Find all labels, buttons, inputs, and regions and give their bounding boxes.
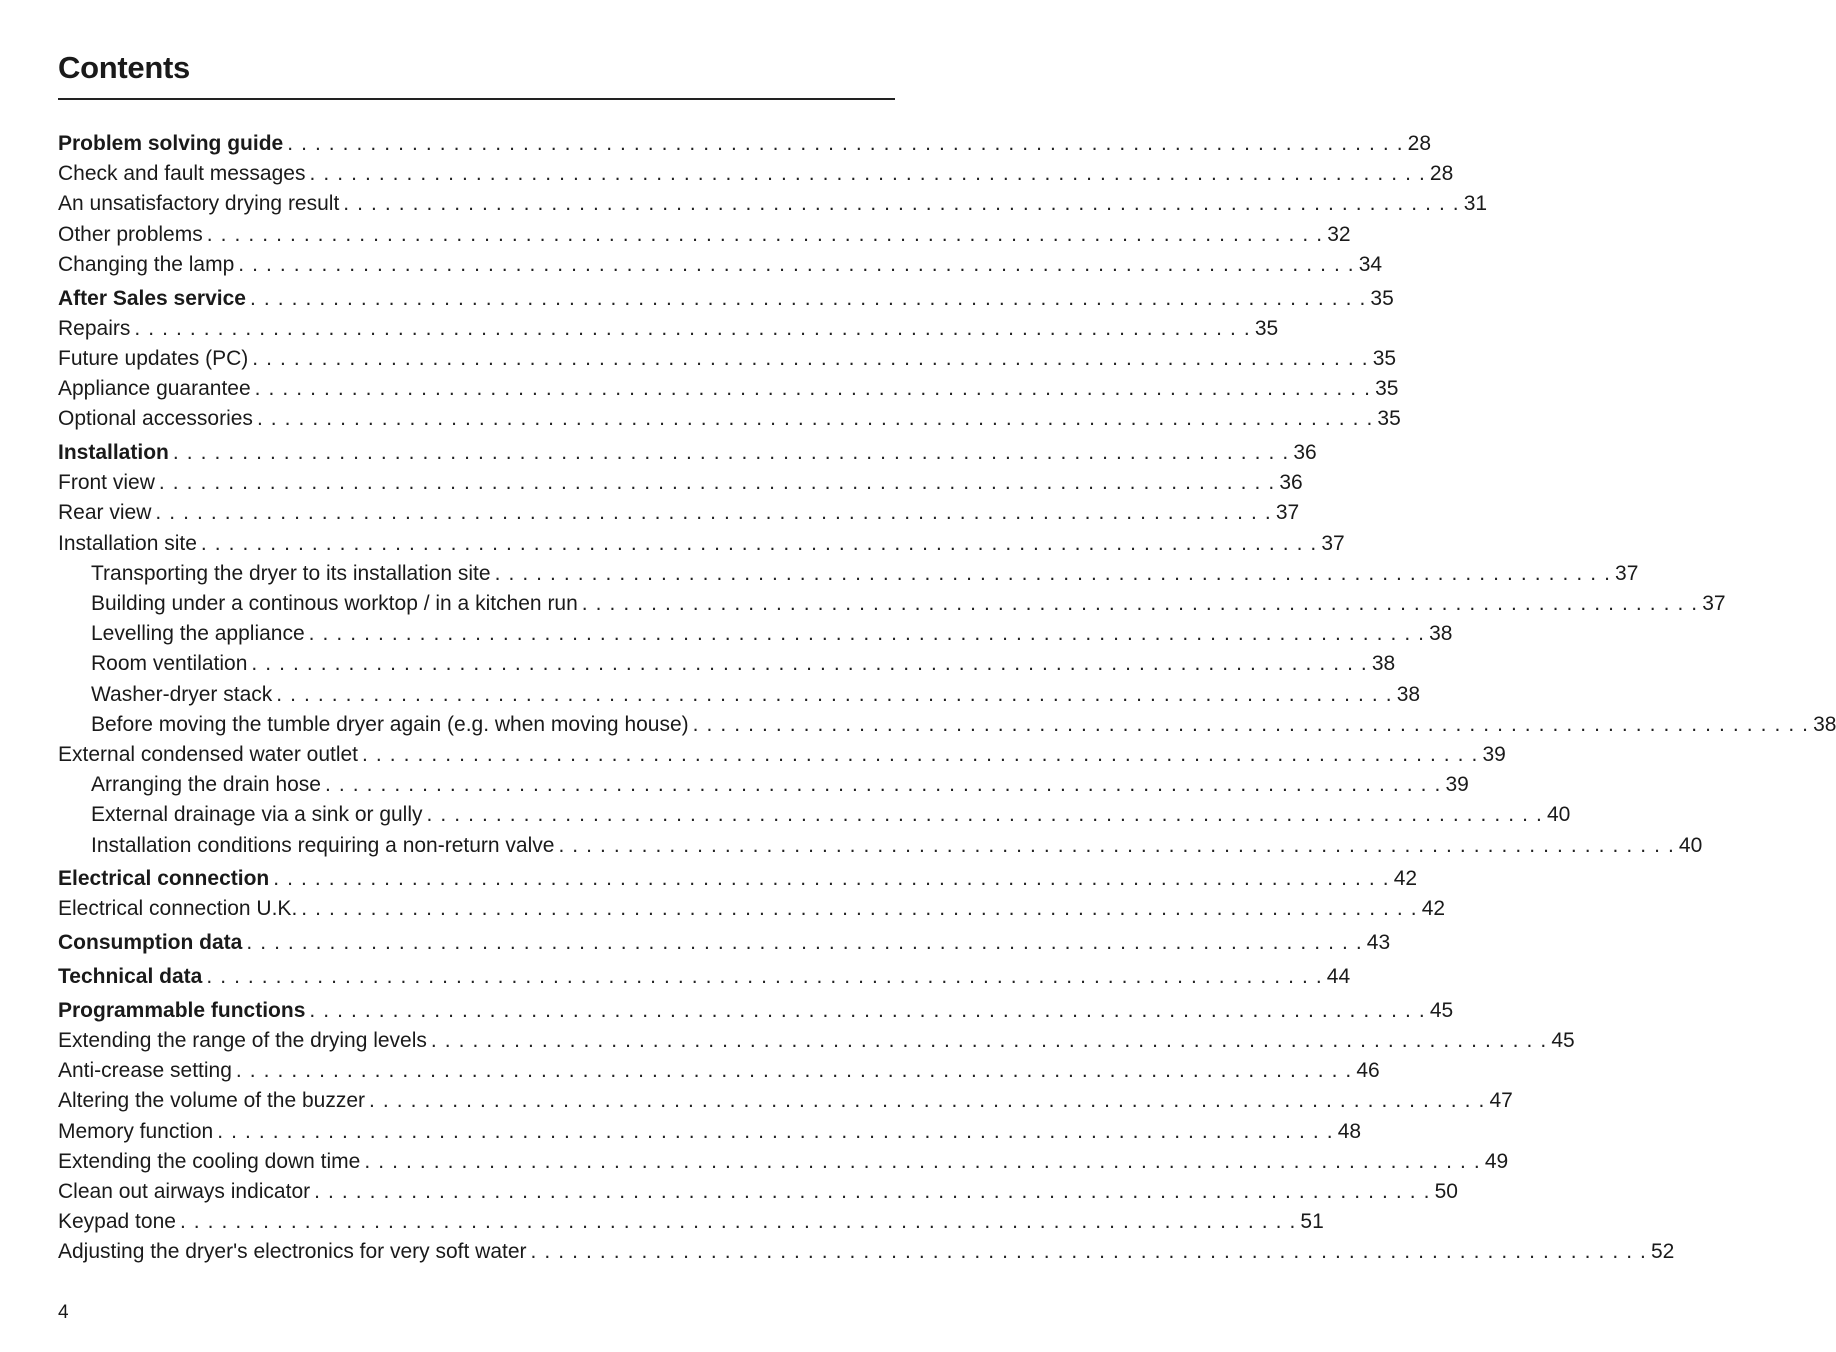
- toc-entry[interactable]: [58, 1117, 1362, 1147]
- dot-leader: . . . . . . . . . . . . . . . . . . . . . . . . . . . . . . . . . . . . . . . . . . . . . . . . . . . . . . . . . . . . . . . . . . . . . . . . . . . . . . . . .: [249, 286, 1367, 310]
- toc-entry[interactable]: [58, 962, 1351, 992]
- toc-entry-page: 37: [1702, 592, 1726, 615]
- toc-entry-label: Technical data: [58, 965, 203, 989]
- page-title: Contents: [58, 50, 190, 85]
- toc-entry-label: Clean out airways indicator: [58, 1179, 311, 1203]
- toc-entry-page: 31: [1463, 192, 1488, 216]
- dot-leader: . . . . . . . . . . . . . . . . . . . . . . . . . . . . . . . . . . . . . . . . . . . . . . . . . . . . . . . . . . . . . . . . . . . . . . . . . . . . . . . . .: [251, 652, 1368, 676]
- toc-entry-page: 43: [1366, 931, 1391, 955]
- dot-leader: . . . . . . . . . . . . . . . . . . . . . . . . . . . . . . . . . . . . . . . . . . . . . . . . . . . . . . . . . . . . . . . . . . . . . . . . . . . . . . . . .: [530, 1240, 1647, 1264]
- toc-entry[interactable]: [58, 468, 1303, 498]
- toc-entry-page: 35: [1254, 316, 1279, 340]
- dot-leader: . . . . . . . . . . . . . . . . . . . . . . . . . . . . . . . . . . . . . . . . . . . . . . . . . . . . . . . . . . . . . . . . . . . . . . . . . . . . . . . . .: [364, 1149, 1481, 1173]
- toc-entry-label: Installation: [58, 441, 169, 465]
- toc-entry[interactable]: [58, 589, 1726, 619]
- toc-entry[interactable]: [58, 250, 1383, 280]
- toc-entry-page: 48: [1337, 1119, 1362, 1143]
- toc-entry-page: 37: [1615, 561, 1639, 585]
- dot-leader: . . . . . . . . . . . . . . . . . . . . . . . . . . . . . . . . . . . . . . . . . . . . . . . . . . . . . . . . . . . . . . . . . . . . . . . . . . . . . . . . .: [235, 1059, 1353, 1083]
- toc-entry-label: After Sales service: [58, 286, 246, 310]
- toc-entry[interactable]: [58, 649, 1396, 679]
- toc-entry-label: An unsatisfactory drying result: [58, 192, 340, 216]
- toc-entry[interactable]: [58, 498, 1300, 528]
- dot-leader: . . . . . . . . . . . . . . . . . . . . . . . . . . . . . . . . . . . . . . . . . . . . . . . . . . . . . . . . . . . . . . . . . . . . . . . . . . . . . . . . .: [343, 192, 1460, 216]
- toc-entry-label: Problem solving guide: [58, 132, 284, 155]
- dot-leader: . . . . . . . . . . . . . . . . . . . . . . . . . . . . . . . . . . . . . . . . . . . . . . . . . . . . . . . . . . . . . . . . . . . . . . . . . . . . . . . . .: [179, 1210, 1297, 1234]
- toc-entry-page: 45: [1429, 998, 1454, 1022]
- toc-entry-page: 42: [1421, 897, 1446, 921]
- toc-entry-page: 38: [1396, 682, 1421, 706]
- dot-leader: . . . . . . . . . . . . . . . . . . . . . . . . . . . . . . . . . . . . . . . . . . . . . . . . . . . . . . . . . . . . . . . . . . . . . . . . . . . . . . . . .: [301, 897, 1418, 921]
- toc-entry-label: Building under a continous worktop / in a kitchen run: [91, 592, 578, 615]
- toc-entry-label: Room ventilation: [91, 652, 248, 676]
- toc-entry-page: 45: [1551, 1029, 1575, 1052]
- toc-entry-label: Electrical connection: [58, 867, 270, 891]
- toc-entry-label: Changing the lamp: [58, 252, 235, 276]
- toc-entry[interactable]: [58, 1147, 1509, 1177]
- dot-leader: . . . . . . . . . . . . . . . . . . . . . . . . . . . . . . . . . . . . . . . . . . . . . . . . . . . . . . . . . . . . . . . . . . . . . . . . . . . . . . . . .: [287, 132, 1404, 155]
- dot-leader: . . . . . . . . . . . . . . . . . . . . . . . . . . . . . . . . . . . . . . . . . . . . . . . . . . . . . . . . . . . . . . . . . . . . . . . . . . . . . . . . .: [155, 501, 1272, 525]
- toc-entry[interactable]: [58, 894, 1446, 924]
- toc-entry-label: Washer-dryer stack: [91, 682, 273, 706]
- toc-entry[interactable]: [58, 996, 1454, 1026]
- toc-entry-label: Installation site: [58, 531, 197, 555]
- toc-entry[interactable]: [58, 1086, 1513, 1116]
- toc-entry-label: Levelling the appliance: [91, 622, 305, 646]
- toc-entry-page: 40: [1678, 833, 1703, 857]
- toc-entry[interactable]: [58, 710, 1836, 740]
- toc-entry-page: 42: [1393, 867, 1418, 891]
- toc-entry-page: 36: [1293, 441, 1317, 465]
- toc-entry[interactable]: [58, 529, 1345, 559]
- toc-entry-page: 36: [1279, 471, 1303, 495]
- toc-entry-label: Electrical connection U.K.: [58, 897, 298, 921]
- toc-entry-page: 34: [1358, 252, 1383, 276]
- dot-leader: . . . . . . . . . . . . . . . . . . . . . . . . . . . . . . . . . . . . . . . . . . . . . . . . . . . . . . . . . . . . . . . . . . . . . . . . . . . . . . . . .: [308, 622, 1426, 646]
- toc-entry-label: Anti-crease setting: [58, 1059, 232, 1083]
- toc-entry-label: Other problems: [58, 222, 203, 246]
- page-number: 4: [58, 1302, 69, 1323]
- toc-entry-label: Extending the range of the drying levels: [58, 1029, 427, 1052]
- toc-entry-label: Adjusting the dryer's electronics for very soft water: [58, 1240, 527, 1264]
- toc-entry[interactable]: [58, 928, 1391, 958]
- toc-entry[interactable]: [58, 189, 1488, 219]
- toc-entry-label: Appliance guarantee: [58, 377, 251, 401]
- toc-entry-page: 38: [1371, 652, 1396, 676]
- dot-leader: . . . . . . . . . . . . . . . . . . . . . . . . . . . . . . . . . . . . . . . . . . . . . . . . . . . . . . . . . . . . . . . . . . . . . . . . . . . . . . . . .: [238, 252, 1355, 276]
- dot-leader: . . . . . . . . . . . . . . . . . . . . . . . . . . . . . . . . . . . . . . . . . . . . . . . . . . . . . . . . . . . . . . . . . . . . . . . . . . . . . . . . .: [134, 316, 1251, 340]
- toc-entry-label: Repairs: [58, 316, 131, 340]
- toc-entry[interactable]: [58, 1026, 1575, 1056]
- toc-entry[interactable]: [58, 831, 1703, 861]
- toc-entry[interactable]: [58, 1237, 1675, 1267]
- toc-entry[interactable]: [58, 559, 1639, 589]
- dot-leader: . . . . . . . . . . . . . . . . . . . . . . . . . . . . . . . . . . . . . . . . . . . . . . . . . . . . . . . . . . . . . . . . . . . . . . . . . . . . . . . . .: [158, 471, 1276, 495]
- toc-entry-page: 38: [1429, 622, 1453, 646]
- toc-entry-page: 35: [1377, 407, 1401, 431]
- toc-entry[interactable]: [58, 284, 1394, 314]
- toc-entry-page: 35: [1370, 286, 1394, 310]
- dot-leader: . . . . . . . . . . . . . . . . . . . . . . . . . . . . . . . . . . . . . . . . . . . . . . . . . . . . . . . . . . . . . . . . . . . . . . . . . . . . . . . . .: [252, 346, 1369, 370]
- dot-leader: . . . . . . . . . . . . . . . . . . . . . . . . . . . . . . . . . . . . . . . . . . . . . . . . . . . . . . . . . . . . . . . . . . . . . . . . . . . . . . . . .: [254, 377, 1372, 401]
- toc-entry-label: Extending the cooling down time: [58, 1149, 361, 1173]
- toc-entry-label: Check and fault messages: [58, 162, 306, 186]
- title-divider: [58, 98, 895, 100]
- dot-leader: . . . . . . . . . . . . . . . . . . . . . . . . . . . . . . . . . . . . . . . . . . . . . . . . . . . . . . . . . . . . . . . . . . . . . . . . . . . . . . . . .: [217, 1119, 1334, 1143]
- toc-entry-label: Rear view: [58, 501, 152, 525]
- toc-entry-page: 39: [1445, 773, 1469, 797]
- toc-entry-page: 28: [1407, 132, 1432, 155]
- toc-entry-page: 44: [1326, 965, 1351, 989]
- dot-leader: . . . . . . . . . . . . . . . . . . . . . . . . . . . . . . . . . . . . . . . . . . . . . . . . . . . . . . . . . . . . . . . . . . . . . . . . . . . . . . . . .: [200, 531, 1318, 555]
- toc-entry-page: 32: [1327, 222, 1351, 246]
- dot-leader: . . . . . . . . . . . . . . . . . . . . . . . . . . . . . . . . . . . . . . . . . . . . . . . . . . . . . . . . . . . . . . . . . . . . . . . . . . . . . . . . .: [256, 407, 1374, 431]
- dot-leader: . . . . . . . . . . . . . . . . . . . . . . . . . . . . . . . . . . . . . . . . . . . . . . . . . . . . . . . . . . . . . . . . . . . . . . . . . . . . . . . . .: [206, 965, 1323, 989]
- toc-entry-label: Installation conditions requiring a non-return valve: [91, 833, 555, 857]
- toc-entry[interactable]: [58, 1207, 1324, 1237]
- toc-entry-label: Altering the volume of the buzzer: [58, 1089, 366, 1113]
- dot-leader: . . . . . . . . . . . . . . . . . . . . . . . . . . . . . . . . . . . . . . . . . . . . . . . . . . . . . . . . . . . . . . . . . . . . . . . . . . . . . . . . .: [430, 1029, 1548, 1052]
- toc-entry[interactable]: [58, 344, 1397, 374]
- toc-entry-label: Arranging the drain hose: [91, 773, 321, 797]
- toc-entry[interactable]: [58, 770, 1469, 800]
- toc-entry-page: 37: [1275, 501, 1300, 525]
- toc-entry-page: 51: [1300, 1210, 1324, 1234]
- toc-entry[interactable]: [58, 159, 1454, 189]
- toc-entry-label: Consumption data: [58, 931, 243, 955]
- dot-leader: . . . . . . . . . . . . . . . . . . . . . . . . . . . . . . . . . . . . . . . . . . . . . . . . . . . . . . . . . . . . . . . . . . . . . . . . . . . . . . . . .: [369, 1089, 1486, 1113]
- toc-entry-label: Optional accessories: [58, 407, 253, 431]
- toc-entry-page: 40: [1546, 803, 1571, 827]
- dot-leader: . . . . . . . . . . . . . . . . . . . . . . . . . . . . . . . . . . . . . . . . . . . . . . . . . . . . . . . . . . . . . . . . . . . . . . . . . . . . . . . . .: [309, 162, 1426, 186]
- dot-leader: . . . . . . . . . . . . . . . . . . . . . . . . . . . . . . . . . . . . . . . . . . . . . . . . . . . . . . . . . . . . . . . . . . . . . . . . . . . . . . . . .: [206, 222, 1324, 246]
- toc-entry[interactable]: [58, 129, 1432, 159]
- toc-entry[interactable]: [58, 680, 1421, 710]
- toc-entry-page: 38: [1813, 712, 1836, 736]
- dot-leader: . . . . . . . . . . . . . . . . . . . . . . . . . . . . . . . . . . . . . . . . . . . . . . . . . . . . . . . . . . . . . . . . . . . . . . . . . . . . . . . . .: [494, 561, 1612, 585]
- toc-entry-page: 39: [1482, 742, 1506, 766]
- toc-entry[interactable]: [58, 1177, 1458, 1207]
- toc-entry[interactable]: [58, 314, 1279, 344]
- toc-entry-page: 52: [1651, 1240, 1675, 1264]
- toc-entry-label: Memory function: [58, 1119, 214, 1143]
- toc-entry-label: Transporting the dryer to its installation site: [91, 561, 491, 585]
- dot-leader: . . . . . . . . . . . . . . . . . . . . . . . . . . . . . . . . . . . . . . . . . . . . . . . . . . . . . . . . . . . . . . . . . . . . . . . . . . . . . . . . .: [276, 682, 1393, 706]
- dot-leader: . . . . . . . . . . . . . . . . . . . . . . . . . . . . . . . . . . . . . . . . . . . . . . . . . . . . . . . . . . . . . . . . . . . . . . . . . . . . . . . . .: [581, 592, 1699, 615]
- toc-entry[interactable]: [58, 374, 1399, 404]
- toc-entry[interactable]: [58, 404, 1401, 434]
- dot-leader: . . . . . . . . . . . . . . . . . . . . . . . . . . . . . . . . . . . . . . . . . . . . . . . . . . . . . . . . . . . . . . . . . . . . . . . . . . . . . . . . .: [246, 931, 1363, 955]
- toc-entry[interactable]: [58, 619, 1453, 649]
- toc-entry-label: Before moving the tumble dryer again (e.g. when moving house): [91, 712, 689, 736]
- dot-leader: . . . . . . . . . . . . . . . . . . . . . . . . . . . . . . . . . . . . . . . . . . . . . . . . . . . . . . . . . . . . . . . . . . . . . . . . . . . . . . . . .: [172, 441, 1290, 465]
- toc-entry[interactable]: [58, 800, 1571, 830]
- toc-entry-page: 47: [1489, 1089, 1513, 1113]
- dot-leader: . . . . . . . . . . . . . . . . . . . . . . . . . . . . . . . . . . . . . . . . . . . . . . . . . . . . . . . . . . . . . . . . . . . . . . . . . . . . . . . . .: [314, 1179, 1431, 1203]
- dot-leader: . . . . . . . . . . . . . . . . . . . . . . . . . . . . . . . . . . . . . . . . . . . . . . . . . . . . . . . . . . . . . . . . . . . . . . . . . . . . . . . . .: [273, 867, 1390, 891]
- toc-entry[interactable]: [58, 740, 1506, 770]
- dot-leader: . . . . . . . . . . . . . . . . . . . . . . . . . . . . . . . . . . . . . . . . . . . . . . . . . . . . . . . . . . . . . . . . . . . . . . . . . . . . . . . . .: [309, 998, 1426, 1022]
- toc-entry-label: Keypad tone: [58, 1210, 176, 1234]
- toc-entry-label: Future updates (PC): [58, 346, 249, 370]
- toc-entry-page: 35: [1375, 377, 1399, 401]
- toc-entry-label: External drainage via a sink or gully: [91, 803, 423, 827]
- dot-leader: . . . . . . . . . . . . . . . . . . . . . . . . . . . . . . . . . . . . . . . . . . . . . . . . . . . . . . . . . . . . . . . . . . . . . . . . . . . . . . . . .: [325, 773, 1442, 797]
- toc-entry-page: 46: [1356, 1059, 1380, 1083]
- toc-entry-page: 49: [1484, 1149, 1509, 1173]
- dot-leader: . . . . . . . . . . . . . . . . . . . . . . . . . . . . . . . . . . . . . . . . . . . . . . . . . . . . . . . . . . . . . . . . . . . . . . . . . . . . . . . . .: [426, 803, 1543, 827]
- toc-entry[interactable]: [58, 864, 1418, 894]
- toc-entry-page: 28: [1429, 162, 1454, 186]
- dot-leader: . . . . . . . . . . . . . . . . . . . . . . . . . . . . . . . . . . . . . . . . . . . . . . . . . . . . . . . . . . . . . . . . . . . . . . . . . . . . . . . . .: [362, 742, 1479, 766]
- toc-entry[interactable]: [58, 1056, 1380, 1086]
- toc-entry[interactable]: [58, 438, 1317, 468]
- toc-entry-label: External condensed water outlet: [58, 742, 359, 766]
- dot-leader: . . . . . . . . . . . . . . . . . . . . . . . . . . . . . . . . . . . . . . . . . . . . . . . . . . . . . . . . . . . . . . . . . . . . . . . . . . . . . . . . .: [692, 712, 1810, 736]
- toc-entry-page: 50: [1434, 1179, 1458, 1203]
- toc-entry-page: 35: [1372, 346, 1397, 370]
- toc-entry-label: Front view: [58, 471, 155, 495]
- toc-entry[interactable]: [58, 220, 1351, 250]
- toc-entry-label: Programmable functions: [58, 998, 306, 1022]
- table-of-contents: [58, 129, 1836, 1268]
- dot-leader: . . . . . . . . . . . . . . . . . . . . . . . . . . . . . . . . . . . . . . . . . . . . . . . . . . . . . . . . . . . . . . . . . . . . . . . . . . . . . . . . .: [558, 833, 1675, 857]
- toc-entry-page: 37: [1321, 531, 1345, 555]
